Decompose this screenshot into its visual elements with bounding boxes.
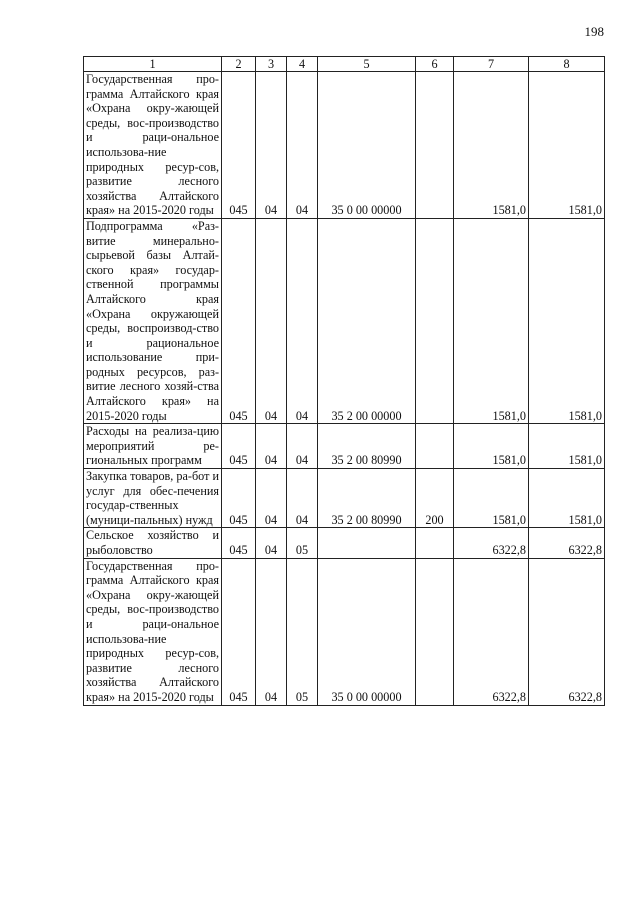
expense-type-cell bbox=[416, 528, 454, 558]
subsection-code-cell: 04 bbox=[287, 218, 318, 423]
target-article-cell: 35 2 00 80990 bbox=[318, 424, 416, 469]
amount-cell-8: 1581,0 bbox=[529, 218, 605, 423]
page-number: 198 bbox=[584, 24, 604, 39]
budget-table bbox=[83, 56, 605, 706]
amount-cell-7: 6322,8 bbox=[454, 558, 529, 705]
expense-type-cell bbox=[416, 218, 454, 423]
header-cell-1: 1 bbox=[84, 57, 222, 72]
target-article-cell: 35 2 00 80990 bbox=[318, 469, 416, 528]
section-code-cell: 04 bbox=[256, 218, 287, 423]
row-name-cell: Расходы на реализа-цию мероприятий ре-гиональных программ bbox=[84, 424, 222, 469]
subsection-code-cell: 04 bbox=[287, 469, 318, 528]
ministry-code-cell: 045 bbox=[222, 424, 256, 469]
expense-type-cell bbox=[416, 424, 454, 469]
amount-cell-7: 1581,0 bbox=[454, 218, 529, 423]
amount-cell-8: 6322,8 bbox=[529, 528, 605, 558]
section-code-cell: 04 bbox=[256, 72, 287, 219]
subsection-code-cell: 05 bbox=[287, 528, 318, 558]
row-name-cell: Государственная про-грамма Алтайского края «Охрана окру-жающей среды, вос-производство и раци-ональное использова-ние природных ресур-сов, развитие лесного хозяйства Алтайского края» на 2015-2020 годы bbox=[84, 72, 222, 219]
row-name-cell: Государственная про-грамма Алтайского края «Охрана окру-жающей среды, вос-производство и раци-ональное использова-ние природных ресур-сов, развитие лесного хозяйства Алтайского края» на 2015-2020 годы bbox=[84, 558, 222, 705]
header-row bbox=[84, 57, 605, 72]
header-cell-8: 8 bbox=[529, 57, 605, 72]
target-article-cell: 35 2 00 00000 bbox=[318, 218, 416, 423]
header-cell-6: 6 bbox=[416, 57, 454, 72]
header-cell-3: 3 bbox=[256, 57, 287, 72]
amount-cell-7: 1581,0 bbox=[454, 424, 529, 469]
ministry-code-cell: 045 bbox=[222, 218, 256, 423]
amount-cell-7: 6322,8 bbox=[454, 528, 529, 558]
row-name-cell: Подпрограмма «Раз-витие минерально-сырьевой базы Алтай-ского края» государ-ственной программы Алтайского края «Охрана окружающей среды, воспроизвод-ство и рациональное использование при-родных ресурсов, раз-витие лесного хозяй-ства Алтайского края» на 2015-2020 годы bbox=[84, 218, 222, 423]
section-code-cell: 04 bbox=[256, 469, 287, 528]
amount-cell-8: 1581,0 bbox=[529, 72, 605, 219]
header-cell-2: 2 bbox=[222, 57, 256, 72]
header-cell-7: 7 bbox=[454, 57, 529, 72]
amount-cell-7: 1581,0 bbox=[454, 72, 529, 219]
ministry-code-cell: 045 bbox=[222, 558, 256, 705]
ministry-code-cell: 045 bbox=[222, 528, 256, 558]
header-cell-4: 4 bbox=[287, 57, 318, 72]
header-cell-5: 5 bbox=[318, 57, 416, 72]
target-article-cell bbox=[318, 528, 416, 558]
table-row bbox=[84, 218, 605, 423]
table-row bbox=[84, 558, 605, 705]
amount-cell-8: 6322,8 bbox=[529, 558, 605, 705]
target-article-cell: 35 0 00 00000 bbox=[318, 72, 416, 219]
ministry-code-cell: 045 bbox=[222, 72, 256, 219]
subsection-code-cell: 04 bbox=[287, 72, 318, 219]
section-code-cell: 04 bbox=[256, 424, 287, 469]
subsection-code-cell: 05 bbox=[287, 558, 318, 705]
row-name-cell: Сельское хозяйство и рыболовство bbox=[84, 528, 222, 558]
target-article-cell: 35 0 00 00000 bbox=[318, 558, 416, 705]
expense-type-cell bbox=[416, 72, 454, 219]
table-row bbox=[84, 424, 605, 469]
expense-type-cell bbox=[416, 558, 454, 705]
section-code-cell: 04 bbox=[256, 558, 287, 705]
amount-cell-8: 1581,0 bbox=[529, 469, 605, 528]
subsection-code-cell: 04 bbox=[287, 424, 318, 469]
amount-cell-8: 1581,0 bbox=[529, 424, 605, 469]
table-row bbox=[84, 528, 605, 558]
expense-type-cell: 200 bbox=[416, 469, 454, 528]
section-code-cell: 04 bbox=[256, 528, 287, 558]
table-row bbox=[84, 469, 605, 528]
amount-cell-7: 1581,0 bbox=[454, 469, 529, 528]
table-row bbox=[84, 72, 605, 219]
ministry-code-cell: 045 bbox=[222, 469, 256, 528]
row-name-cell: Закупка товаров, ра-бот и услуг для обес-печения государ-ственных (муници-пальных) нужд bbox=[84, 469, 222, 528]
